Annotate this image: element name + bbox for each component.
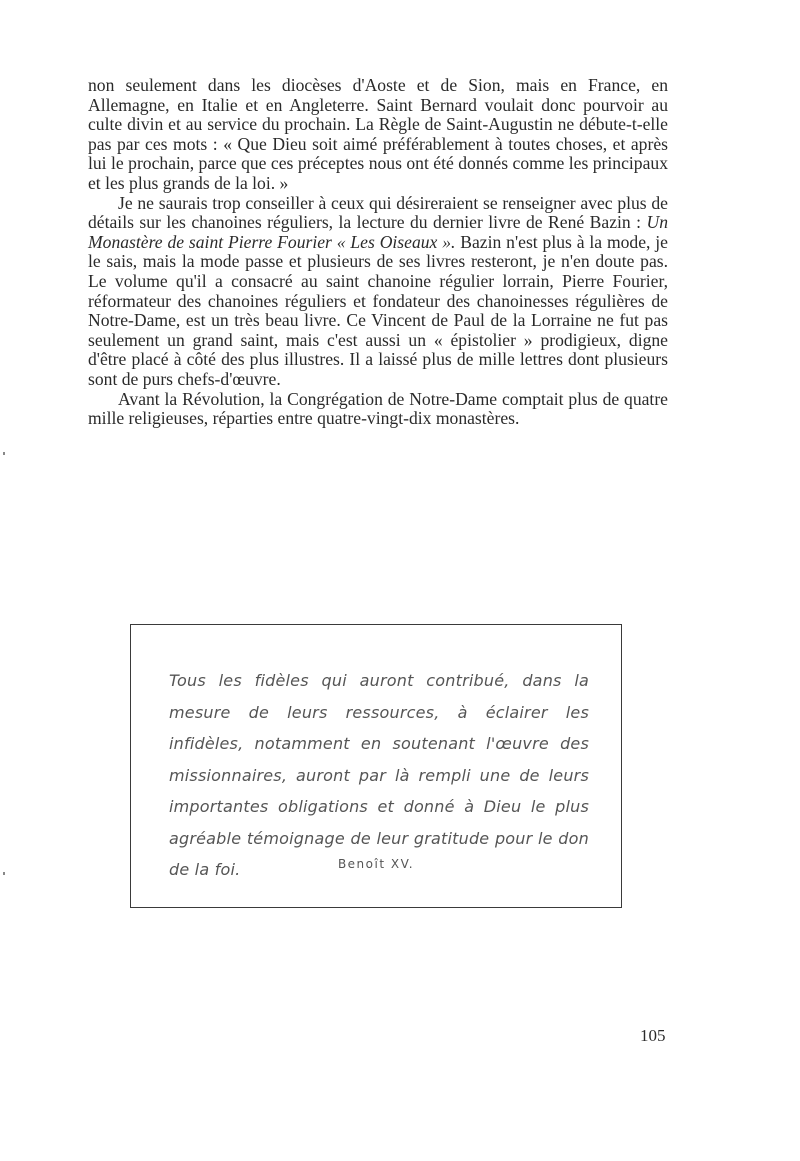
quote-author: Benoît XV. bbox=[337, 857, 415, 871]
quote-text: Tous les fidèles qui auront contribué, dans la mesure de leurs ressources, à éclairer les infidèles, notamment en soutenant l'œuvre des missionnaires, auront par là rempli une de leurs importantes obligations et donné à Dieu le plus agréable témoignage de leur gratitude pour le don de la foi. bbox=[169, 671, 589, 879]
paragraph-2-text-start: Je ne saurais trop conseiller à ceux qui désireraient se renseigner avec plus de détails sur les chanoines réguliers, la lecture du dernier livre de René Bazin : bbox=[88, 192, 668, 233]
paragraph-1: non seulement dans les diocèses d'Aoste et de Sion, mais en France, en Allemagne, en Italie et en Angleterre. Saint Bernard voulait donc pourvoir au culte divin et au service du prochain. La Règle de Saint-Augustin ne débute-t-elle pas par ces mots : « Que Dieu soit aimé préférablement à toutes choses, et après lui le prochain, parce que ces préceptes nous ont été donnés comme les principaux et les plus grands de la loi. » bbox=[88, 75, 668, 193]
paragraph-2 bbox=[88, 194, 668, 390]
paragraph-2-text-end: Bazin n'est plus à la mode, je le sais, mais la mode passe et plusieurs de ses livres resteront, je n'en doute pas. Le volume qu'il a consacré au saint chanoine régulier lorrain, Pierre Fourier, réformateur des chanoines réguliers et fondateur des chanoinesses régulières de Notre-Dame, est un très beau livre. Ce Vincent de Paul de la Lorraine ne fut pas seulement un grand saint, mais c'est aussi un « épistolier » prodigieux, digne d'être placé à côté des plus illustres. Il a laissé plus de mille lettres dont plusieurs sont de purs chefs-d'œuvre. bbox=[88, 231, 668, 389]
page-number: 105 bbox=[640, 1026, 666, 1045]
margin-mark bbox=[3, 452, 5, 455]
paragraph-3: Avant la Révolution, la Congrégation de Notre-Dame comptait plus de quatre mille religieuses, réparties entre quatre-vingt-dix monastères. bbox=[88, 388, 668, 429]
body-text bbox=[88, 76, 668, 429]
book-title: Un Monastère de saint Pierre Fourier « Les Oiseaux ». bbox=[88, 212, 668, 252]
margin-mark bbox=[3, 872, 5, 875]
quote-box bbox=[130, 624, 622, 908]
